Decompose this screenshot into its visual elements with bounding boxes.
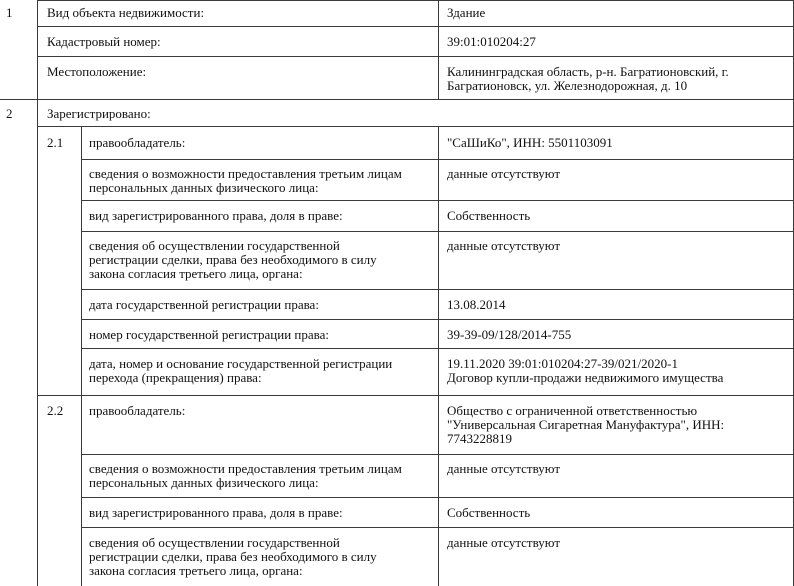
table-rule bbox=[81, 126, 82, 586]
personal-data-label: персональных данных физического лица: bbox=[89, 475, 319, 490]
owner-label: правообладатель: bbox=[89, 403, 186, 418]
table-rule bbox=[37, 0, 38, 586]
owner-value: "СаШиКо", ИНН: 5501103091 bbox=[447, 135, 613, 150]
transfer-label: дата, номер и основание государственной регистрации bbox=[89, 356, 393, 371]
table-rule bbox=[37, 56, 794, 57]
deal-info-label: сведения об осуществлении государственной bbox=[89, 535, 340, 550]
personal-data-label: сведения о возможности предоставления третьим лицам bbox=[89, 166, 402, 181]
right-type-label: вид зарегистрированного права, доля в праве: bbox=[89, 505, 343, 520]
owner-value: Общество с ограниченной ответственностью bbox=[447, 403, 698, 418]
registration-number-label: номер государственной регистрации права: bbox=[89, 327, 329, 342]
right-type-value: Собственность bbox=[447, 208, 531, 223]
table-rule bbox=[438, 0, 439, 99]
registration-number-value: 39-39-09/128/2014-755 bbox=[447, 327, 572, 342]
table-rule bbox=[438, 126, 439, 586]
row-number: 2 bbox=[6, 106, 13, 121]
deal-info-label: регистрации сделки, права без необходимого в силу bbox=[89, 252, 377, 267]
deal-info-label: закона согласия третьего лица, органа: bbox=[89, 266, 303, 281]
location-value: Калининградская область, р-н. Багратионовский, г. bbox=[447, 64, 729, 79]
table-rule bbox=[37, 395, 794, 396]
deal-info-label: регистрации сделки, права без необходимого в силу bbox=[89, 549, 377, 564]
location-value: Багратионовск, ул. Железнодорожная, д. 10 bbox=[447, 78, 688, 93]
cadastral-number-label: Кадастровый номер: bbox=[47, 34, 161, 49]
owner-value: "Универсальная Сигаретная Мануфактура", ИНН: bbox=[447, 417, 725, 432]
holder-number: 2.2 bbox=[47, 403, 64, 418]
cadastral-number-value: 39:01:010204:27 bbox=[447, 34, 536, 49]
row-number: 1 bbox=[6, 5, 13, 20]
registration-date-value: 13.08.2014 bbox=[447, 297, 506, 312]
deal-info-label: закона согласия третьего лица, органа: bbox=[89, 563, 303, 578]
deal-info-label: сведения об осуществлении государственной bbox=[89, 238, 340, 253]
table-rule bbox=[37, 26, 794, 27]
object-type-value: Здание bbox=[447, 5, 486, 20]
deal-info-value: данные отсутствуют bbox=[447, 238, 561, 253]
table-rule bbox=[37, 126, 794, 127]
personal-data-value: данные отсутствуют bbox=[447, 461, 561, 476]
personal-data-label: сведения о возможности предоставления третьим лицам bbox=[89, 461, 402, 476]
object-type-label: Вид объекта недвижимости: bbox=[47, 5, 205, 20]
transfer-value: Договор купли-продажи недвижимого имущества bbox=[447, 370, 724, 385]
deal-info-value: данные отсутствуют bbox=[447, 535, 561, 550]
location-label: Местоположение: bbox=[47, 64, 147, 79]
right-type-value: Собственность bbox=[447, 505, 531, 520]
holder-number: 2.1 bbox=[47, 135, 64, 150]
personal-data-label: персональных данных физического лица: bbox=[89, 180, 319, 195]
transfer-value: 19.11.2020 39:01:010204:27-39/021/2020-1 bbox=[447, 356, 678, 371]
table-rule bbox=[37, 0, 794, 1]
registration-date-label: дата государственной регистрации права: bbox=[89, 297, 319, 312]
owner-label: правообладатель: bbox=[89, 135, 186, 150]
right-type-label: вид зарегистрированного права, доля в праве: bbox=[89, 208, 343, 223]
registered-label: Зарегистрировано: bbox=[47, 106, 151, 121]
owner-value: 7743228819 bbox=[447, 431, 512, 446]
personal-data-value: данные отсутствуют bbox=[447, 166, 561, 181]
transfer-label: перехода (прекращения) права: bbox=[89, 370, 262, 385]
table-rule bbox=[0, 99, 794, 100]
